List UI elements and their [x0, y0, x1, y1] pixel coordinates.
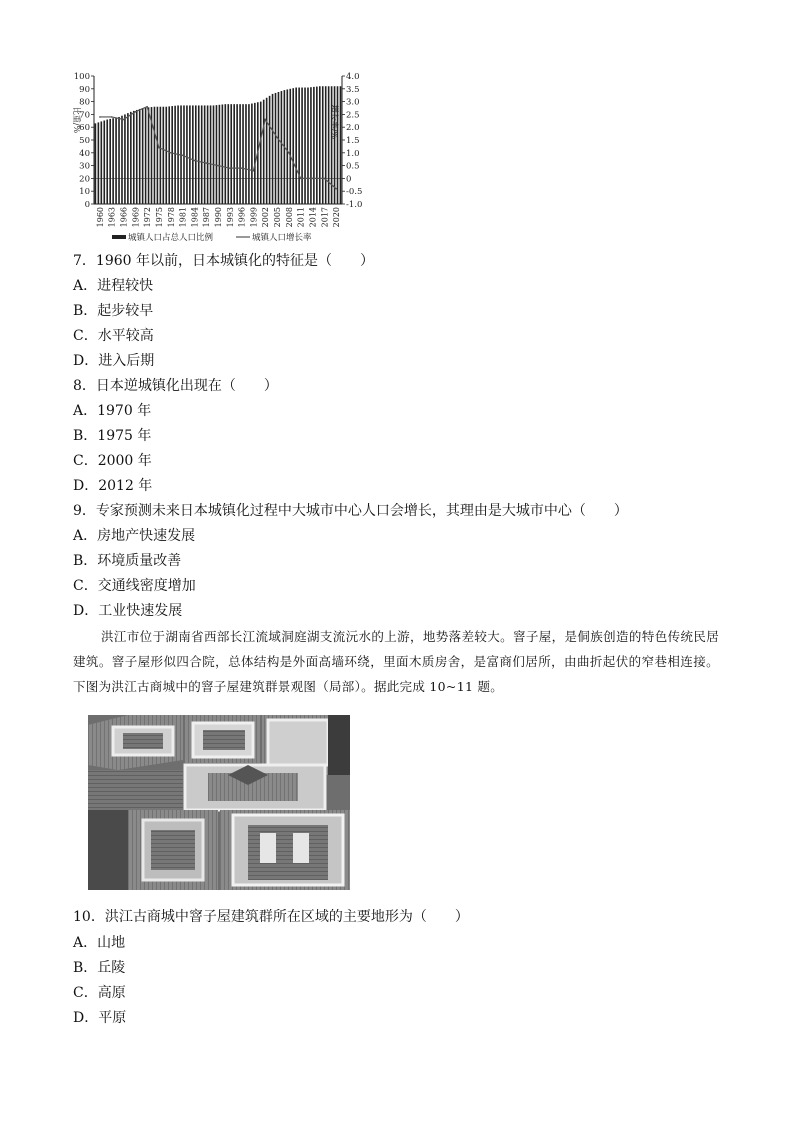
- left-tick-label: 70: [79, 110, 90, 121]
- question-7-option-c: C．水平较高: [73, 328, 154, 344]
- urban-ratio-bar: [213, 105, 215, 204]
- urban-ratio-bar: [289, 89, 291, 204]
- legend-bar-label: 城镇人口占总人口比例: [128, 233, 214, 243]
- right-tick-label: 2.5: [346, 110, 360, 121]
- urban-ratio-bar: [275, 93, 277, 204]
- x-tick-label: 1999: [249, 207, 259, 228]
- x-tick-label: 2002: [261, 207, 271, 228]
- growth-point: [323, 178, 325, 180]
- question-7-option-b: B．起步较早: [73, 303, 154, 319]
- urban-ratio-bar: [183, 105, 185, 204]
- urban-ratio-bar: [225, 104, 227, 204]
- urban-ratio-bar: [201, 105, 203, 204]
- question-9-option-d: D．工业快速发展: [73, 603, 183, 619]
- x-tick-label: 2017: [320, 207, 330, 228]
- urban-ratio-bar: [219, 105, 221, 204]
- right-tick-label: -0.5: [346, 187, 363, 198]
- growth-point: [205, 162, 207, 164]
- question-9-option-a: A．房地产快速发展: [73, 528, 196, 544]
- urban-ratio-bar: [98, 122, 100, 204]
- urban-ratio-bar: [239, 104, 241, 204]
- urban-ratio-bar: [136, 110, 138, 204]
- question-7-stem: 7．1960 年以前，日本城镇化的特征是（ ）: [73, 253, 374, 269]
- x-tick-label: 2008: [284, 207, 294, 228]
- growth-point: [123, 119, 125, 121]
- urban-ratio-bar: [307, 88, 309, 204]
- urban-ratio-bar: [287, 89, 289, 204]
- urban-ratio-bar: [204, 105, 206, 204]
- legend-bar-swatch: [112, 235, 126, 239]
- left-tick-label: 100: [73, 72, 90, 82]
- right-axis-label: 增长率/%: [330, 104, 339, 140]
- x-tick-label: 2005: [273, 207, 283, 228]
- growth-point: [264, 119, 266, 121]
- question-8-option-d: D．2012 年: [73, 478, 153, 494]
- urban-ratio-bar: [313, 87, 315, 204]
- x-tick-label: 2020: [332, 207, 342, 228]
- urban-ratio-bar: [142, 108, 144, 204]
- urban-ratio-bar: [272, 94, 274, 204]
- urban-ratio-bar: [319, 86, 321, 204]
- growth-point: [312, 178, 314, 180]
- urban-ratio-bar: [304, 88, 306, 204]
- growth-point: [253, 170, 255, 172]
- left-tick-label: 50: [79, 136, 90, 146]
- urban-ratio-bar: [165, 107, 167, 204]
- urban-ratio-bar: [174, 106, 176, 204]
- urban-ratio-bar: [189, 105, 191, 204]
- urban-ratio-bar: [251, 104, 253, 204]
- growth-point: [99, 116, 101, 118]
- urban-ratio-bar: [298, 88, 300, 204]
- urban-ratio-bar: [121, 116, 123, 204]
- left-tick-label: 40: [79, 148, 90, 159]
- left-tick-label: 10: [79, 187, 90, 198]
- urban-ratio-bar: [192, 105, 194, 204]
- urban-ratio-bar: [210, 105, 212, 204]
- x-tick-label: 1963: [107, 207, 117, 228]
- urban-ratio-bar: [316, 87, 318, 204]
- right-tick-label: 3.0: [346, 97, 360, 108]
- growth-point: [288, 152, 290, 154]
- urban-ratio-bar: [154, 107, 156, 204]
- urban-ratio-bar: [328, 86, 330, 204]
- urban-ratio-bar: [139, 109, 141, 204]
- urban-ratio-bar: [148, 107, 150, 204]
- question-9-stem: 9．专家预测未来日本城镇化过程中大城市中心人口会增长，其理由是大城市中心（ ）: [73, 503, 628, 519]
- urban-ratio-bar: [263, 100, 265, 204]
- right-tick-label: 1.0: [346, 148, 360, 159]
- urban-ratio-bar: [157, 107, 159, 204]
- growth-point: [158, 147, 160, 149]
- urban-ratio-bar: [260, 102, 262, 204]
- growth-point: [300, 178, 302, 180]
- urban-ratio-bar: [254, 103, 256, 204]
- x-tick-label: 1990: [214, 207, 223, 228]
- x-tick-label: 1978: [166, 207, 176, 228]
- urban-ratio-bar: [269, 96, 271, 204]
- x-tick-label: 1966: [119, 207, 129, 228]
- left-tick-label: 0: [84, 200, 90, 210]
- x-tick-label: 1960: [95, 207, 105, 228]
- urban-ratio-bar: [322, 86, 324, 204]
- urban-ratio-bar: [281, 91, 283, 204]
- right-tick-label: 1.5: [346, 136, 360, 146]
- question-8-option-c: C．2000 年: [73, 453, 152, 469]
- question-9-option-b: B．环境质量改善: [73, 553, 182, 569]
- x-tick-label: 1996: [237, 207, 247, 228]
- urban-ratio-bar: [233, 104, 235, 204]
- urban-ratio-bar: [145, 108, 147, 204]
- urban-growth-line: [100, 107, 336, 189]
- left-tick-label: 30: [79, 161, 90, 172]
- x-tick-label: 2014: [308, 207, 318, 228]
- right-tick-label: 0: [346, 174, 352, 185]
- growth-point: [194, 160, 196, 162]
- urban-ratio-bar: [245, 104, 247, 204]
- urban-ratio-bar: [109, 119, 111, 204]
- urban-ratio-bar: [133, 111, 135, 204]
- question-10-stem: 10．洪江古商城中窨子屋建筑群所在区域的主要地形为（ ）: [73, 909, 469, 925]
- right-tick-label: 0.5: [346, 161, 360, 172]
- growth-point: [170, 152, 172, 154]
- urban-ratio-bar: [236, 104, 238, 204]
- urban-ratio-bar: [101, 121, 103, 204]
- growth-point: [182, 155, 184, 157]
- right-tick-label: 4.0: [346, 72, 360, 82]
- x-tick-label: 2011: [296, 207, 306, 228]
- left-axis-label: 比重/%: [72, 106, 81, 134]
- chart-svg: [70, 68, 363, 248]
- urban-ratio-bar: [160, 107, 162, 204]
- growth-point: [111, 116, 113, 118]
- urban-ratio-bar: [295, 88, 297, 204]
- yinzi-house-photo: [88, 715, 350, 890]
- left-tick-label: 20: [79, 174, 90, 185]
- question-9-option-c: C．交通线密度增加: [73, 578, 196, 594]
- urban-ratio-bar: [186, 105, 188, 204]
- right-tick-label: 2.0: [346, 123, 360, 134]
- question-10-option-b: B．丘陵: [73, 960, 126, 976]
- x-tick-label: 1987: [202, 207, 212, 228]
- urban-ratio-bar: [171, 106, 173, 204]
- urban-ratio-bar: [292, 88, 294, 204]
- urban-ratio-bar: [198, 105, 200, 204]
- urban-ratio-bar: [310, 87, 312, 204]
- x-tick-label: 1981: [178, 207, 188, 228]
- growth-point: [217, 165, 219, 167]
- urban-ratio-bar: [168, 106, 170, 204]
- left-tick-label: 80: [79, 97, 90, 108]
- growth-point: [229, 167, 231, 169]
- question-8-option-b: B．1975 年: [73, 428, 152, 444]
- legend-line-label: 城镇人口增长率: [252, 233, 312, 243]
- urban-ratio-bar: [195, 105, 197, 204]
- urban-ratio-bar: [124, 114, 126, 204]
- urbanization-chart: [70, 68, 363, 248]
- urban-ratio-bar: [278, 92, 280, 204]
- x-tick-label: 1984: [190, 207, 200, 228]
- left-tick-label: 90: [79, 84, 90, 95]
- urban-ratio-bar: [230, 104, 232, 204]
- growth-point: [241, 167, 243, 169]
- left-tick-label: 60: [79, 123, 90, 134]
- urban-ratio-bar: [112, 118, 114, 204]
- urban-ratio-bar: [115, 118, 117, 204]
- urban-ratio-bar: [95, 123, 97, 204]
- x-tick-label: 1972: [143, 207, 153, 228]
- passage-text: 洪江市位于湖南省西部长江流域洞庭湖支流沅水的上游，地势落差较大。窨子屋，是侗族创造的特色传统民居建筑。窨子屋形似四合院，总体结构是外面高墙环绕，里面木质房舍，是富商们居所，由曲折起伏的窄巷相连接。下图为洪江古商城中的窨子屋建筑群景观图（局部）。据此完成 10~11 题。: [73, 629, 719, 694]
- question-10-option-c: C．高原: [73, 985, 126, 1001]
- urban-ratio-bar: [227, 104, 229, 204]
- passage: [73, 624, 719, 699]
- x-tick-label: 1969: [131, 207, 141, 228]
- urban-ratio-bar: [266, 98, 268, 204]
- urban-ratio-bar: [216, 105, 218, 204]
- urban-ratio-bar: [222, 104, 224, 204]
- growth-point: [146, 106, 148, 108]
- question-10-option-a: A．山地: [73, 935, 126, 951]
- question-8-option-a: A．1970 年: [73, 403, 152, 419]
- question-8-stem: 8．日本逆城镇化出现在（ ）: [73, 378, 278, 394]
- question-7-option-a: A．进程较快: [73, 278, 154, 294]
- x-tick-label: 1975: [154, 207, 164, 228]
- urban-ratio-bar: [207, 105, 209, 204]
- growth-point: [276, 137, 278, 139]
- urban-ratio-bar: [118, 117, 120, 204]
- growth-point: [135, 111, 137, 113]
- right-tick-label: -1.0: [346, 200, 363, 210]
- urban-ratio-bar: [106, 120, 108, 204]
- rooftops-image: [88, 715, 350, 890]
- question-10-option-d: D．平原: [73, 1010, 127, 1026]
- right-tick-label: 3.5: [346, 84, 360, 95]
- urban-ratio-bar: [130, 112, 132, 204]
- urban-ratio-bar: [325, 86, 327, 204]
- urban-ratio-bar: [127, 113, 129, 204]
- urban-ratio-bar: [242, 104, 244, 204]
- urban-ratio-bar: [248, 104, 250, 204]
- growth-point: [335, 188, 337, 190]
- urban-ratio-bar: [301, 88, 303, 204]
- urban-ratio-bar: [163, 107, 165, 204]
- question-7-option-d: D．进入后期: [73, 353, 155, 369]
- x-tick-label: 1993: [225, 207, 235, 228]
- urban-ratio-bar: [103, 120, 105, 204]
